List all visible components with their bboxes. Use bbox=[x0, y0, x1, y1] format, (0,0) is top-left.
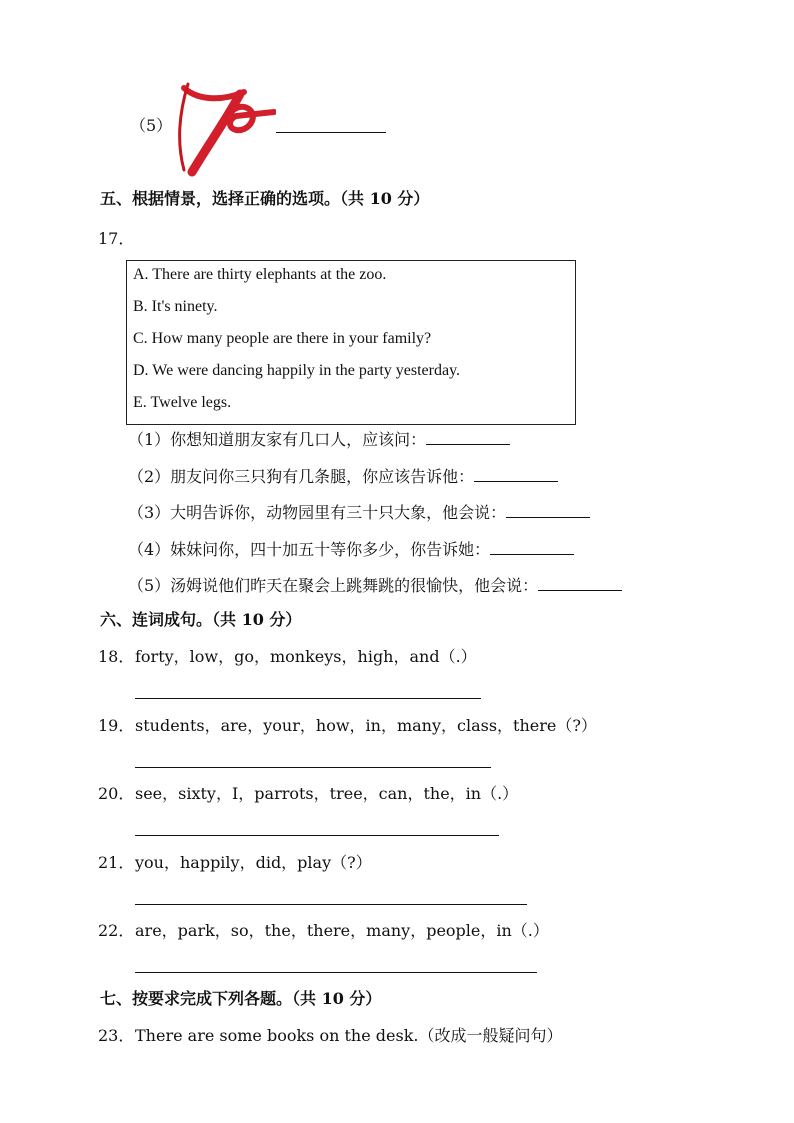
situation-3 bbox=[128, 501, 590, 523]
option-d: D. We were dancing happily in the party yesterday. bbox=[133, 362, 461, 379]
option-c: C. How many people are there in your family? bbox=[133, 330, 432, 347]
situation-5-text: （5）汤姆说他们昨天在聚会上跳舞跳的很愉快，他会说： bbox=[128, 576, 539, 595]
70-anniversary-logo bbox=[170, 80, 276, 178]
situation-5 bbox=[128, 574, 622, 596]
situation-4-text: （4）妹妹问你，四十加五十等你多少，你告诉她： bbox=[128, 540, 491, 559]
question-23-text: There are some books on the desk.（改成一般疑问句） bbox=[135, 1026, 563, 1045]
question-22-words: are，park，so，the，there，many，people，in（.） bbox=[135, 921, 549, 940]
question-19-number: 19． bbox=[98, 716, 135, 735]
situation-1 bbox=[128, 428, 510, 450]
situation-4-blank[interactable] bbox=[490, 538, 574, 555]
section7-title: 七、按要求完成下列各题。（共 10 分） bbox=[100, 989, 382, 1008]
question-23-number: 23． bbox=[98, 1026, 135, 1045]
situation-3-blank[interactable] bbox=[506, 501, 590, 518]
option-a: A. There are thirty elephants at the zoo. bbox=[133, 266, 387, 283]
question-17-number: 17． bbox=[98, 229, 135, 248]
situation-1-blank[interactable] bbox=[426, 428, 510, 445]
q5-answer-line[interactable] bbox=[276, 132, 386, 133]
option-b: B. It's ninety. bbox=[133, 298, 218, 315]
situation-2-text: （2）朋友问你三只狗有几条腿，你应该告诉他： bbox=[128, 467, 475, 486]
question-18-number: 18． bbox=[98, 647, 135, 666]
question-19-words: students，are，your，how，in，many，class，there（?） bbox=[135, 716, 597, 735]
situation-2-blank[interactable] bbox=[474, 465, 558, 482]
question-21-words: you，happily，did，play（?） bbox=[135, 853, 372, 872]
question-22-number: 22． bbox=[98, 921, 135, 940]
question-21-answer-line[interactable] bbox=[135, 904, 527, 905]
situation-5-blank[interactable] bbox=[538, 574, 622, 591]
question-21-number: 21． bbox=[98, 853, 135, 872]
question-20-answer-line[interactable] bbox=[135, 835, 499, 836]
question-20-number: 20． bbox=[98, 784, 135, 803]
options-box bbox=[126, 260, 576, 425]
question-22-answer-line[interactable] bbox=[135, 972, 537, 973]
section5-title: 五、根据情景，选择正确的选项。（共 10 分） bbox=[100, 189, 430, 208]
section6-title: 六、连词成句。（共 10 分） bbox=[100, 610, 302, 629]
question-18-words: forty，low，go，monkeys，high，and（.） bbox=[135, 647, 477, 666]
situation-4 bbox=[128, 538, 574, 560]
question-19-answer-line[interactable] bbox=[135, 767, 491, 768]
option-e: E. Twelve legs. bbox=[133, 394, 232, 411]
q5-label: （5） bbox=[130, 116, 173, 135]
situation-2 bbox=[128, 465, 558, 487]
question-20-words: see，sixty，I，parrots，tree，can，the，in（.） bbox=[135, 784, 519, 803]
question-18-answer-line[interactable] bbox=[135, 698, 481, 699]
situation-3-text: （3）大明告诉你，动物园里有三十只大象，他会说： bbox=[128, 503, 507, 522]
situation-1-text: （1）你想知道朋友家有几口人，应该问： bbox=[128, 430, 427, 449]
